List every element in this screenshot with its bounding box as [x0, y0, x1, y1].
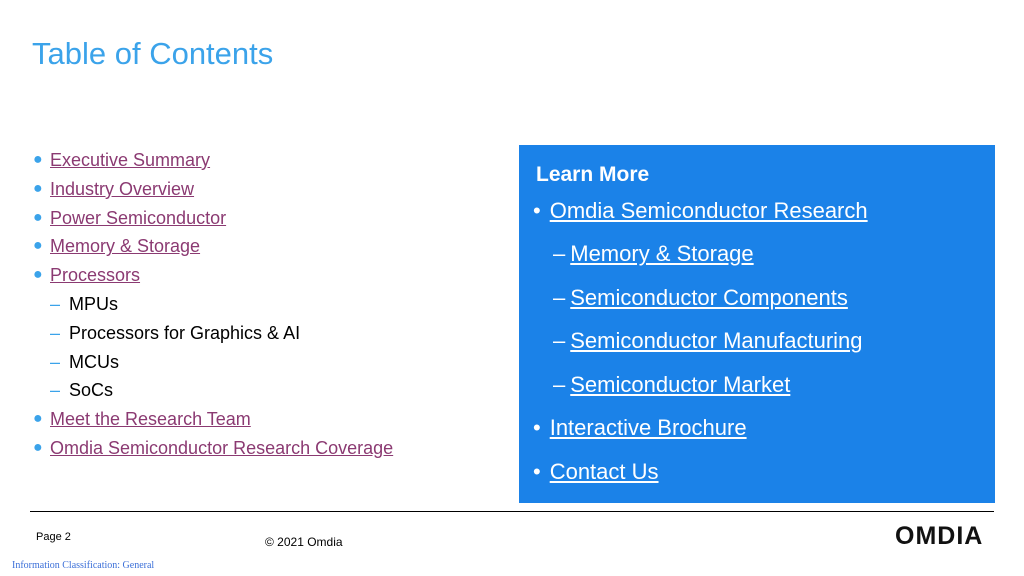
toc-subitem-mpus: [32, 290, 393, 319]
dash-icon: –: [553, 241, 566, 266]
page-title: Table of Contents: [32, 36, 274, 71]
toc-subitem-label: SoCs: [69, 380, 114, 401]
dash-icon: –: [553, 285, 566, 310]
toc-link-executive-summary[interactable]: Executive Summary: [50, 150, 211, 170]
panel-link-market[interactable]: Semiconductor Market: [570, 372, 791, 397]
toc-link-research-coverage[interactable]: Omdia Semiconductor Research Coverage: [50, 437, 394, 458]
panel-link-manufacturing[interactable]: Semiconductor Manufacturing: [570, 328, 863, 353]
toc-subitem-label: MCUs: [69, 351, 119, 372]
panel-link-contact[interactable]: Contact Us: [549, 459, 659, 484]
learn-more-heading: Learn More: [536, 163, 650, 186]
bullet-icon: ●: [33, 208, 43, 226]
copyright-text: © 2021 Omdia: [265, 535, 343, 549]
toc-item-industry-overview: [32, 175, 393, 204]
toc-item-executive-summary: [32, 146, 393, 175]
panel-link-research[interactable]: Omdia Semiconductor Research: [549, 198, 868, 223]
toc-subitem-label: MPUs: [69, 293, 118, 314]
panel-item-market: [553, 372, 790, 398]
dash-icon: –: [50, 322, 61, 343]
toc-link-processors[interactable]: Processors: [50, 265, 141, 286]
panel-link-brochure[interactable]: Interactive Brochure: [549, 415, 747, 440]
toc-link-power-semiconductor[interactable]: Power Semiconductor: [50, 207, 227, 228]
bullet-icon: •: [533, 459, 541, 484]
toc-item-research-coverage: [32, 434, 393, 463]
panel-item-memory: [553, 241, 754, 267]
table-of-contents-list: [32, 146, 393, 463]
bullet-icon: ●: [33, 151, 43, 168]
toc-subitem-mcus: [32, 348, 393, 377]
dash-icon: –: [553, 328, 566, 353]
logo-text: OMDIA: [895, 522, 984, 548]
panel-item-brochure: [533, 415, 747, 441]
toc-link-research-team[interactable]: Meet the Research Team: [50, 409, 251, 430]
bullet-icon: ●: [33, 266, 43, 284]
bullet-icon: ●: [33, 410, 43, 428]
bullet-icon: ●: [33, 237, 43, 255]
classification-label: Information Classification: General: [12, 560, 155, 571]
panel-link-memory[interactable]: Memory & Storage: [570, 241, 754, 266]
dash-icon: –: [553, 372, 566, 397]
bullet-icon: •: [533, 415, 541, 440]
toc-link-memory-storage[interactable]: Memory & Storage: [50, 236, 201, 257]
bullet-icon: •: [533, 198, 541, 223]
footer-divider: [30, 511, 994, 512]
bullet-icon: ●: [33, 438, 43, 456]
bullet-icon: ●: [33, 179, 43, 197]
panel-item-contact: [533, 459, 659, 485]
dash-icon: –: [50, 293, 61, 314]
toc-item-research-team: [32, 405, 393, 434]
page-number: Page 2: [36, 531, 71, 543]
learn-more-panel: [519, 145, 995, 503]
dash-icon: –: [50, 351, 61, 372]
panel-item-components: [553, 285, 848, 311]
toc-link-industry-overview[interactable]: Industry Overview: [50, 178, 195, 199]
toc-item-memory-storage: [32, 232, 393, 261]
toc-item-processors: [32, 261, 393, 290]
toc-subitem-socs: [32, 376, 393, 405]
panel-link-components[interactable]: Semiconductor Components: [570, 285, 848, 310]
dash-icon: –: [50, 380, 61, 401]
panel-item-research: [533, 198, 868, 224]
toc-subitem-graphics-ai: [32, 319, 393, 348]
toc-item-power-semiconductor: [32, 204, 393, 233]
toc-subitem-label: Processors for Graphics & AI: [69, 322, 301, 343]
panel-item-manufacturing: [553, 328, 863, 354]
omdia-logo: [895, 522, 995, 548]
